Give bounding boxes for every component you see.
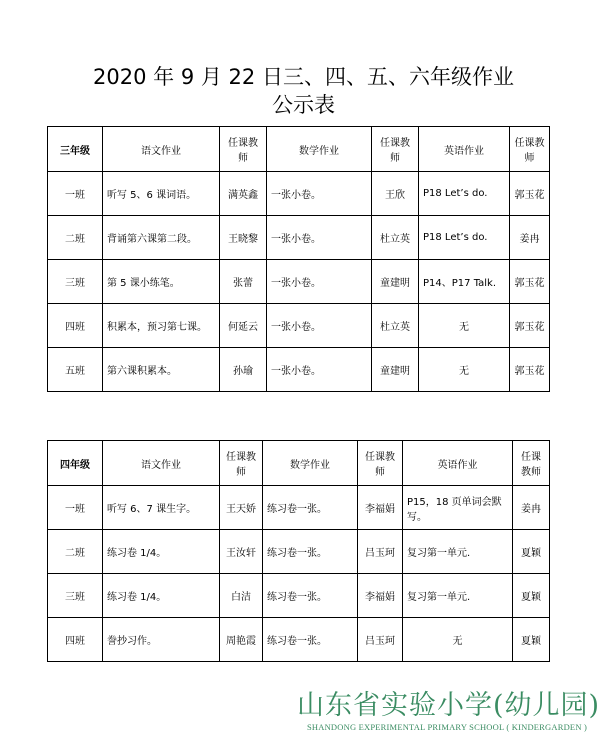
math-teacher-cell: 吕玉珂 (358, 530, 403, 574)
chinese-homework-cell: 誊抄习作。 (103, 618, 220, 662)
english-teacher-cell: 姜冉 (513, 486, 550, 530)
math-homework-cell: 一张小卷。 (267, 260, 372, 304)
chinese-homework-cell: 第六课积累本。 (103, 348, 220, 392)
english-teacher-cell: 夏颖 (513, 574, 550, 618)
math-teacher-cell: 童建明 (372, 260, 419, 304)
table-row (48, 618, 550, 662)
english-homework-cell: 复习第一单元. (403, 574, 513, 618)
chinese-teacher-cell: 王晓黎 (220, 216, 267, 260)
class-cell: 一班 (48, 172, 103, 216)
english-teacher-cell: 夏颖 (513, 530, 550, 574)
school-logo (297, 690, 601, 733)
chinese-teacher-cell: 满英鑫 (220, 172, 267, 216)
grade-header: 四年级 (48, 441, 103, 486)
english-homework-header: 英语作业 (419, 127, 510, 172)
chinese-homework-cell: 听写 6、7 课生字。 (103, 486, 220, 530)
math-homework-cell: 一张小卷。 (267, 172, 372, 216)
chinese-teacher-cell: 何延云 (220, 304, 267, 348)
english-teacher-header: 任课教师 (510, 127, 550, 172)
english-homework-header: 英语作业 (403, 441, 513, 486)
english-homework-cell: 复习第一单元. (403, 530, 513, 574)
english-teacher-cell: 郭玉花 (510, 172, 550, 216)
table-row (48, 260, 550, 304)
school-logo-chinese-name: 山东省实验小学(幼儿园) (297, 690, 601, 721)
math-teacher-cell: 杜立英 (372, 304, 419, 348)
english-teacher-cell: 郭玉花 (510, 304, 550, 348)
class-cell: 四班 (48, 618, 103, 662)
chinese-teacher-cell: 白洁 (220, 574, 263, 618)
table-row (48, 486, 550, 530)
chinese-teacher-cell: 张蕾 (220, 260, 267, 304)
math-teacher-cell: 李福娟 (358, 486, 403, 530)
english-homework-cell: P18 Let’s do. (419, 216, 510, 260)
math-homework-header: 数学作业 (263, 441, 358, 486)
chinese-teacher-cell: 王天娇 (220, 486, 263, 530)
english-teacher-cell: 姜冉 (510, 216, 550, 260)
math-teacher-cell: 童建明 (372, 348, 419, 392)
english-homework-cell: 无 (419, 348, 510, 392)
class-cell: 二班 (48, 216, 103, 260)
table-header-row (48, 127, 550, 172)
chinese-teacher-cell: 孙瑜 (220, 348, 267, 392)
class-cell: 三班 (48, 260, 103, 304)
chinese-homework-header: 语文作业 (103, 127, 220, 172)
grade-4-homework-table (47, 440, 550, 662)
math-teacher-cell: 杜立英 (372, 216, 419, 260)
english-teacher-header: 任课教师 (513, 441, 550, 486)
math-homework-header: 数学作业 (267, 127, 372, 172)
math-homework-cell: 练习卷一张。 (263, 530, 358, 574)
math-teacher-cell: 王欣 (372, 172, 419, 216)
table-row (48, 574, 550, 618)
chinese-teacher-header: 任课教师 (220, 441, 263, 486)
school-logo-english-name: SHANDONG EXPERIMENTAL PRIMARY SCHOOL ( KINDERGARDEN ) (306, 722, 588, 732)
english-homework-cell: 无 (403, 618, 513, 662)
table-row (48, 216, 550, 260)
chinese-teacher-cell: 周艳霞 (220, 618, 263, 662)
table-row (48, 530, 550, 574)
math-homework-cell: 一张小卷。 (267, 348, 372, 392)
math-homework-cell: 一张小卷。 (267, 216, 372, 260)
table-row (48, 348, 550, 392)
math-teacher-cell: 李福娟 (358, 574, 403, 618)
table-row (48, 172, 550, 216)
math-teacher-header: 任课教师 (358, 441, 403, 486)
chinese-homework-cell: 练习卷 1/4。 (103, 530, 220, 574)
chinese-homework-cell: 听写 5、6 课词语。 (103, 172, 220, 216)
grade-header: 三年级 (48, 127, 103, 172)
chinese-homework-header: 语文作业 (103, 441, 220, 486)
math-homework-cell: 一张小卷。 (267, 304, 372, 348)
math-teacher-cell: 吕玉珂 (358, 618, 403, 662)
chinese-homework-cell: 积累本，预习第七课。 (103, 304, 220, 348)
math-homework-cell: 练习卷一张。 (263, 574, 358, 618)
table-row (48, 304, 550, 348)
page-title-line-1: 2020 年 9 月 22 日三、四、五、六年级作业 (93, 65, 514, 89)
chinese-homework-cell: 练习卷 1/4。 (103, 574, 220, 618)
english-teacher-cell: 郭玉花 (510, 260, 550, 304)
math-teacher-header: 任课教师 (372, 127, 419, 172)
grade-3-homework-table (47, 126, 550, 392)
page-title-line-2: 公示表 (272, 93, 335, 117)
math-homework-cell: 练习卷一张。 (263, 486, 358, 530)
table-header-row (48, 441, 550, 486)
english-homework-cell: P18 Let’s do. (419, 172, 510, 216)
chinese-teacher-header: 任课教师 (220, 127, 267, 172)
class-cell: 三班 (48, 574, 103, 618)
chinese-homework-cell: 第 5 课小练笔。 (103, 260, 220, 304)
class-cell: 五班 (48, 348, 103, 392)
chinese-homework-cell: 背诵第六课第二段。 (103, 216, 220, 260)
class-cell: 四班 (48, 304, 103, 348)
english-teacher-cell: 郭玉花 (510, 348, 550, 392)
english-homework-cell: 无 (419, 304, 510, 348)
class-cell: 一班 (48, 486, 103, 530)
english-homework-cell: P14、P17 Talk. (419, 260, 510, 304)
math-homework-cell: 练习卷一张。 (263, 618, 358, 662)
class-cell: 二班 (48, 530, 103, 574)
english-teacher-cell: 夏颖 (513, 618, 550, 662)
chinese-teacher-cell: 王汝轩 (220, 530, 263, 574)
english-homework-cell: P15，18 页单词会默写。 (403, 486, 513, 530)
